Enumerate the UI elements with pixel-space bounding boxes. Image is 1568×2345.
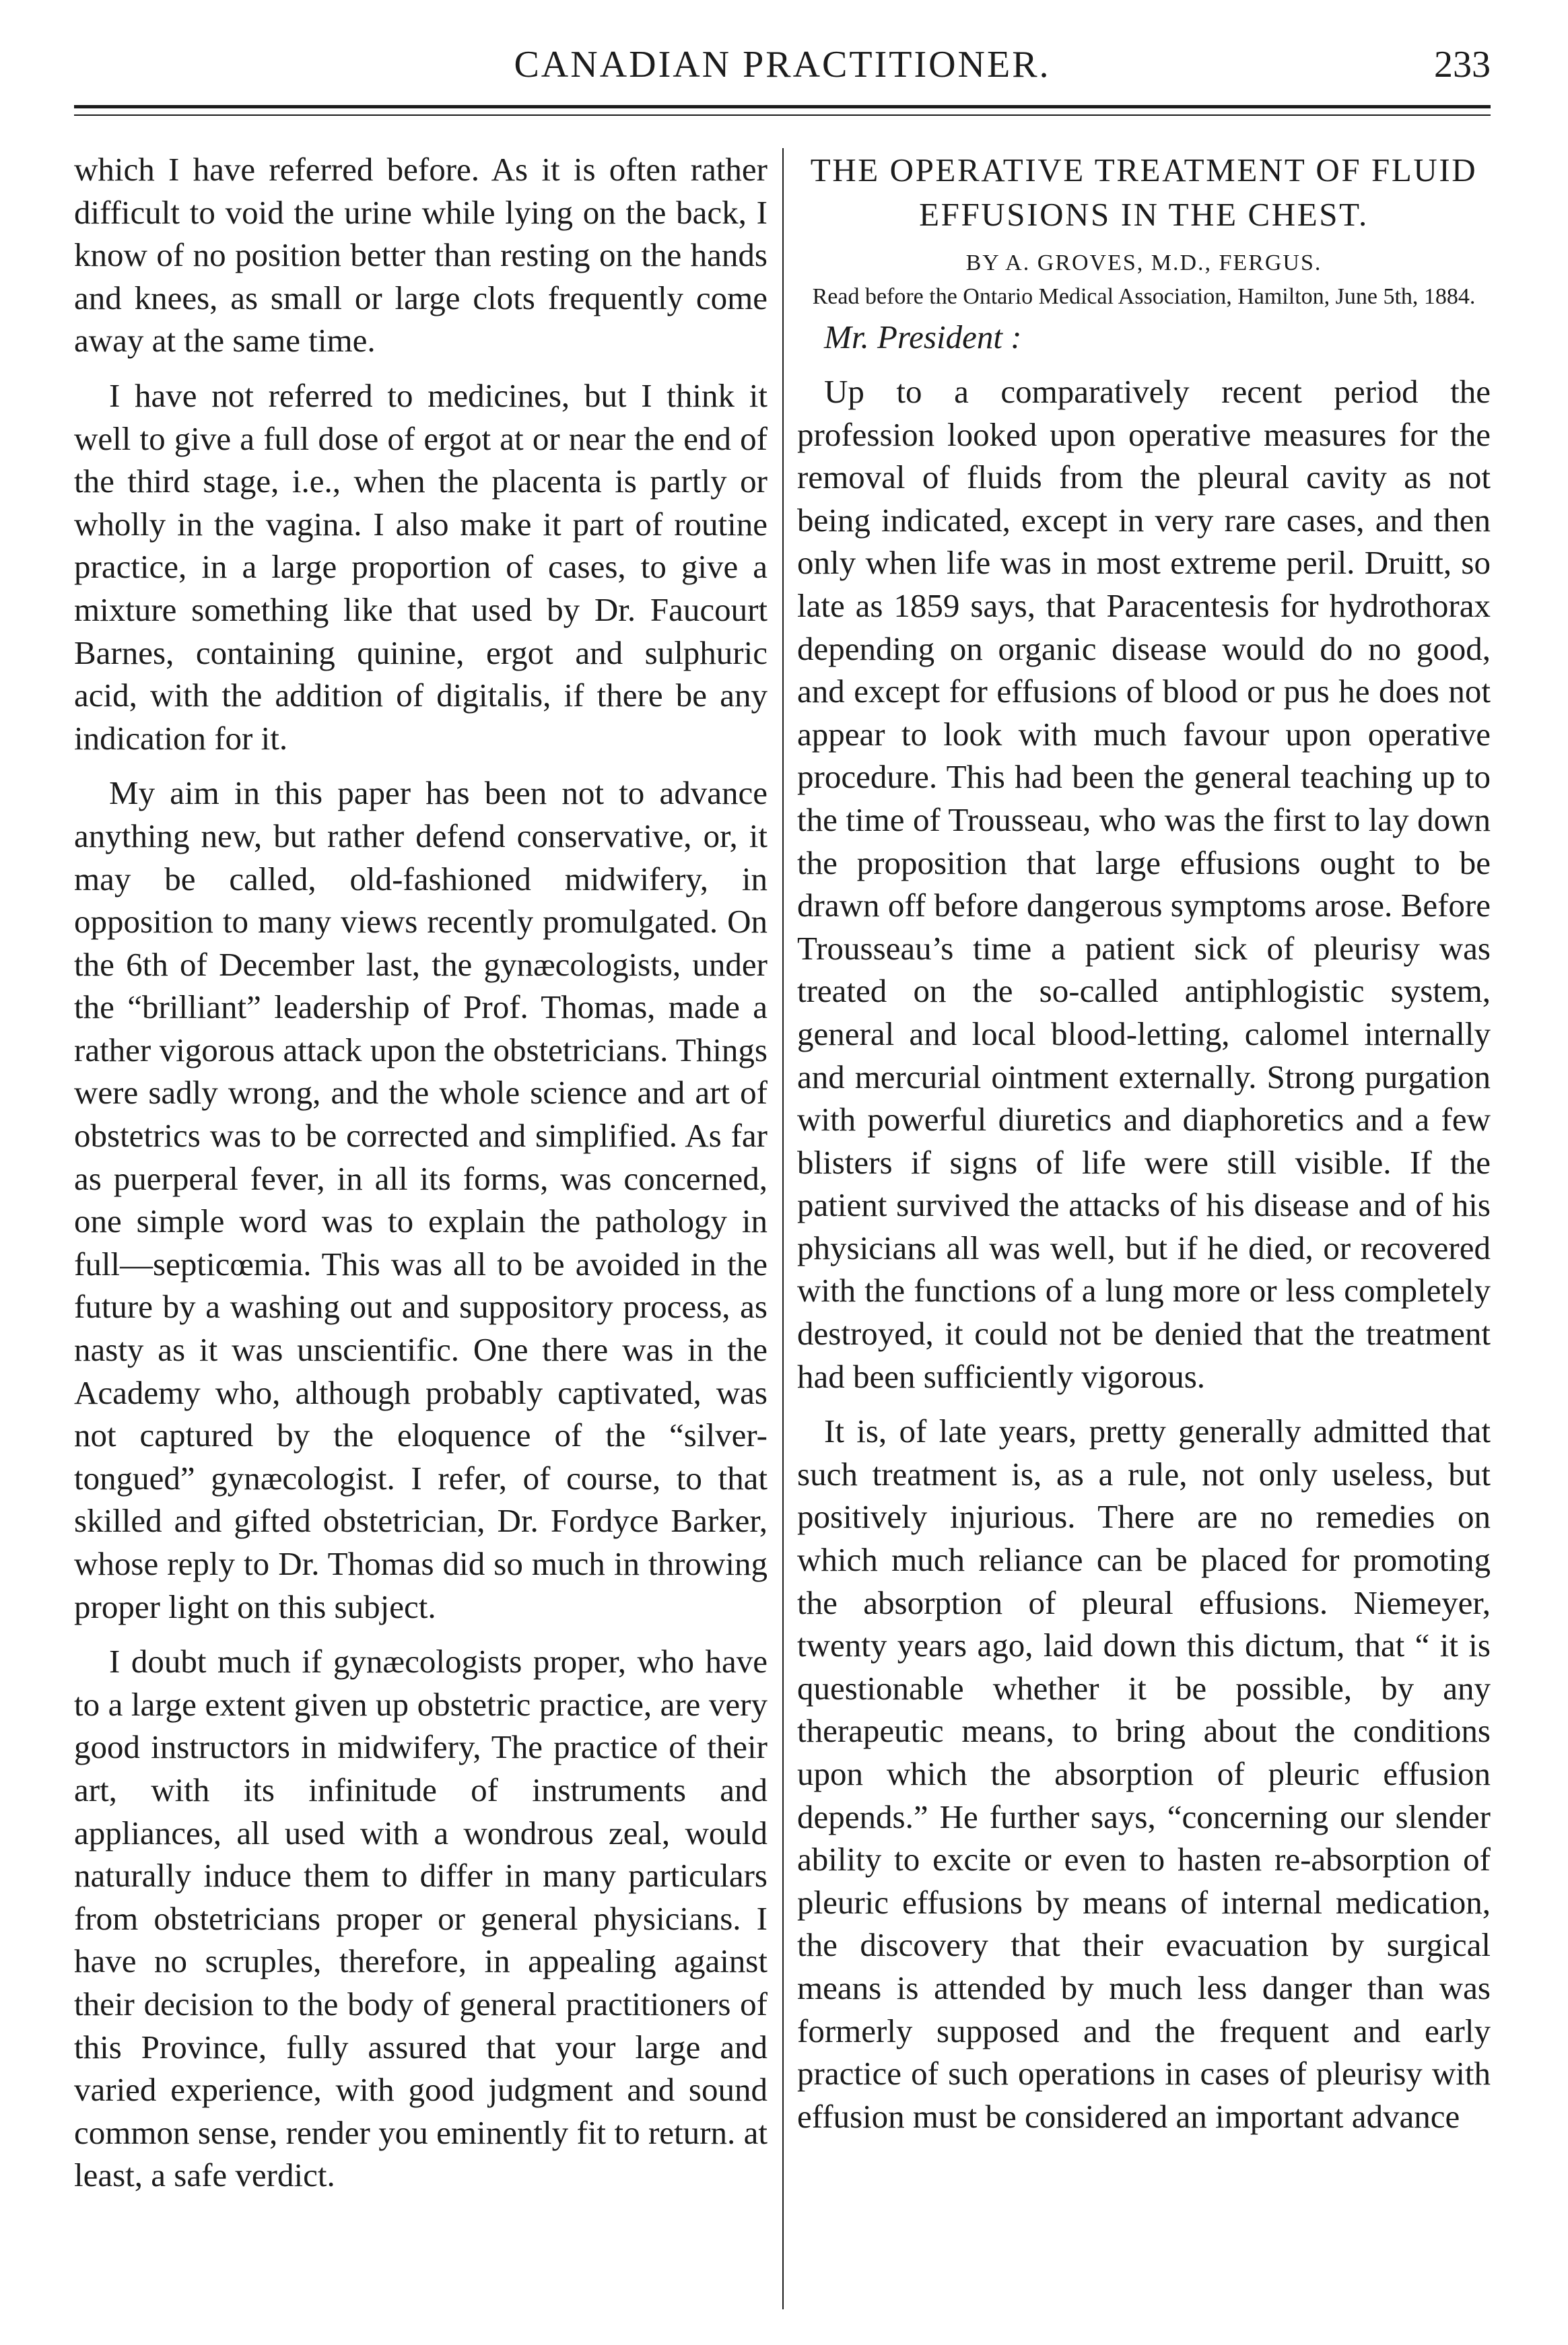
page-number: 233 — [1434, 44, 1491, 86]
paragraph: Up to a comparatively recent period the profession looked upon operative measures for the removal of fluids from the pleural cavity as not being indicated, except in very rare cases, and then only when life was in most extreme peril. Druitt, so late as 1859 says, that Paracentesis for hydrothorax depending on organic disease would do no good, and except for effusions of blood or pus he does not appear to look with much favour upon operative procedure. This had been the general teaching up to the time of Trousseau, who was the first to lay down the proposition that large effusions ought to be drawn off before dangerous symptoms arose. Before Trousseau’s time a patient sick of pleurisy was treated on the so-called antiphlogistic system, general and local blood-letting, calomel internally and mercurial ointment externally. Strong purgation with powerful diuretics and diaphoretics and a few blisters if signs of life were still visible. If the patient survived the attacks of his disease and of his physicians all was well, but if he died, or recovered with the functions of a lung more or less completely destroyed, it could not be denied that the treatment had been sufficiently vigorous. — [797, 373, 1491, 1395]
author-byline: BY A. GROVES, M.D., FERGUS. — [965, 250, 1322, 275]
left-column — [74, 148, 768, 2316]
paragraph: I doubt much if gynæcologists proper, who have to a large extent given up obstetric practice, are very good instructors in midwifery, The practice of their art, with its infinitude of instruments and appliances, all used with a wondrous zeal, would naturally induce them to differ in many particulars from obstetricians proper or general physicians. I have no scruples, therefore, in appealing against their decision to the body of general practitioners of this Province, fully assured that your large and varied experience, with good judgment and sound common sense, render you eminently fit to return. at least, a safe verdict. — [74, 1643, 768, 2194]
salutation: Mr. President : — [824, 318, 1022, 355]
paragraph: which I have referred before. As it is often rather difficult to void the urine while lying on the back, I know of no position better than resting on the hands and knees, as small or large clots frequently come away at the same time. — [74, 151, 768, 360]
running-head — [74, 19, 1491, 92]
journal-title: CANADIAN PRACTITIONER. — [514, 44, 1051, 86]
paragraph: It is, of late years, pretty generally admitted that such treatment is, as a rule, not only useless, but positively injurious. There are no remedies on which much reliance can be placed for promoting the absorption of pleural effusions. Niemeyer, twenty years ago, laid down this dictum, that “ it is questionable whether it be possible, by any therapeutic means, to bring about the conditions upon which the absorption of pleuric effusion depends.” He further says, “concerning our slender ability to excite or even to hasten re-absorption of pleuric effusions by means of internal medication, the discovery that their evacuation by surgical means is attended by much less danger than was formerly supposed and the frequent and early practice of such operations in cases of pleurisy with effusion must be considered an important advance — [797, 1413, 1491, 2135]
header-rule-thin — [74, 114, 1491, 116]
column-divider — [782, 148, 784, 2309]
right-column — [797, 148, 1491, 2316]
text-columns — [74, 148, 1491, 2316]
journal-page — [74, 19, 1491, 2321]
presentation-note: Read before the Ontario Medical Association, Hamilton, June 5th, 1884. — [812, 284, 1476, 309]
paragraph: I have not referred to medicines, but I think it well to give a full dose of ergot at or near the end of the third stage, i.e., when the placenta is partly or wholly in the vagina. I also make it part of routine practice, in a large proportion of cases, to give a mixture something like that used by Dr. Faucourt Barnes, containing quinine, ergot and sulphuric acid, with the addition of digitalis, if there be any indication for it. — [74, 376, 768, 757]
header-rule-thick — [74, 105, 1491, 108]
article-title: THE OPERATIVE TREATMENT OF FLUID EFFUSIONS IN THE CHEST. — [810, 151, 1478, 233]
paragraph: My aim in this paper has been not to advance anything new, but rather defend conservative, or, it may be called, old-fashioned midwifery, in opposition to many views recently promulgated. On the 6th of December last, the gynæcologists, under the “brilliant” leadership of Prof. Thomas, made a rather vigorous attack upon the obstetricians. Things were sadly wrong, and the whole science and art of obstetrics was to be corrected and simplified. As far as puerperal fever, in all its forms, was concerned, one simple word was to explain the pathology in full—septicœmia. This was all to be avoided in the future by a washing out and suppository process, as nasty as it was unscientific. One there was in the Academy who, although probably captivated, was not captured by the eloquence of the “silver-tongued” gynæcologist. I refer, of course, to that skilled and gifted obstetrician, Dr. Fordyce Barker, whose reply to Dr. Thomas did so much in throwing proper light on this subject. — [74, 774, 768, 1625]
